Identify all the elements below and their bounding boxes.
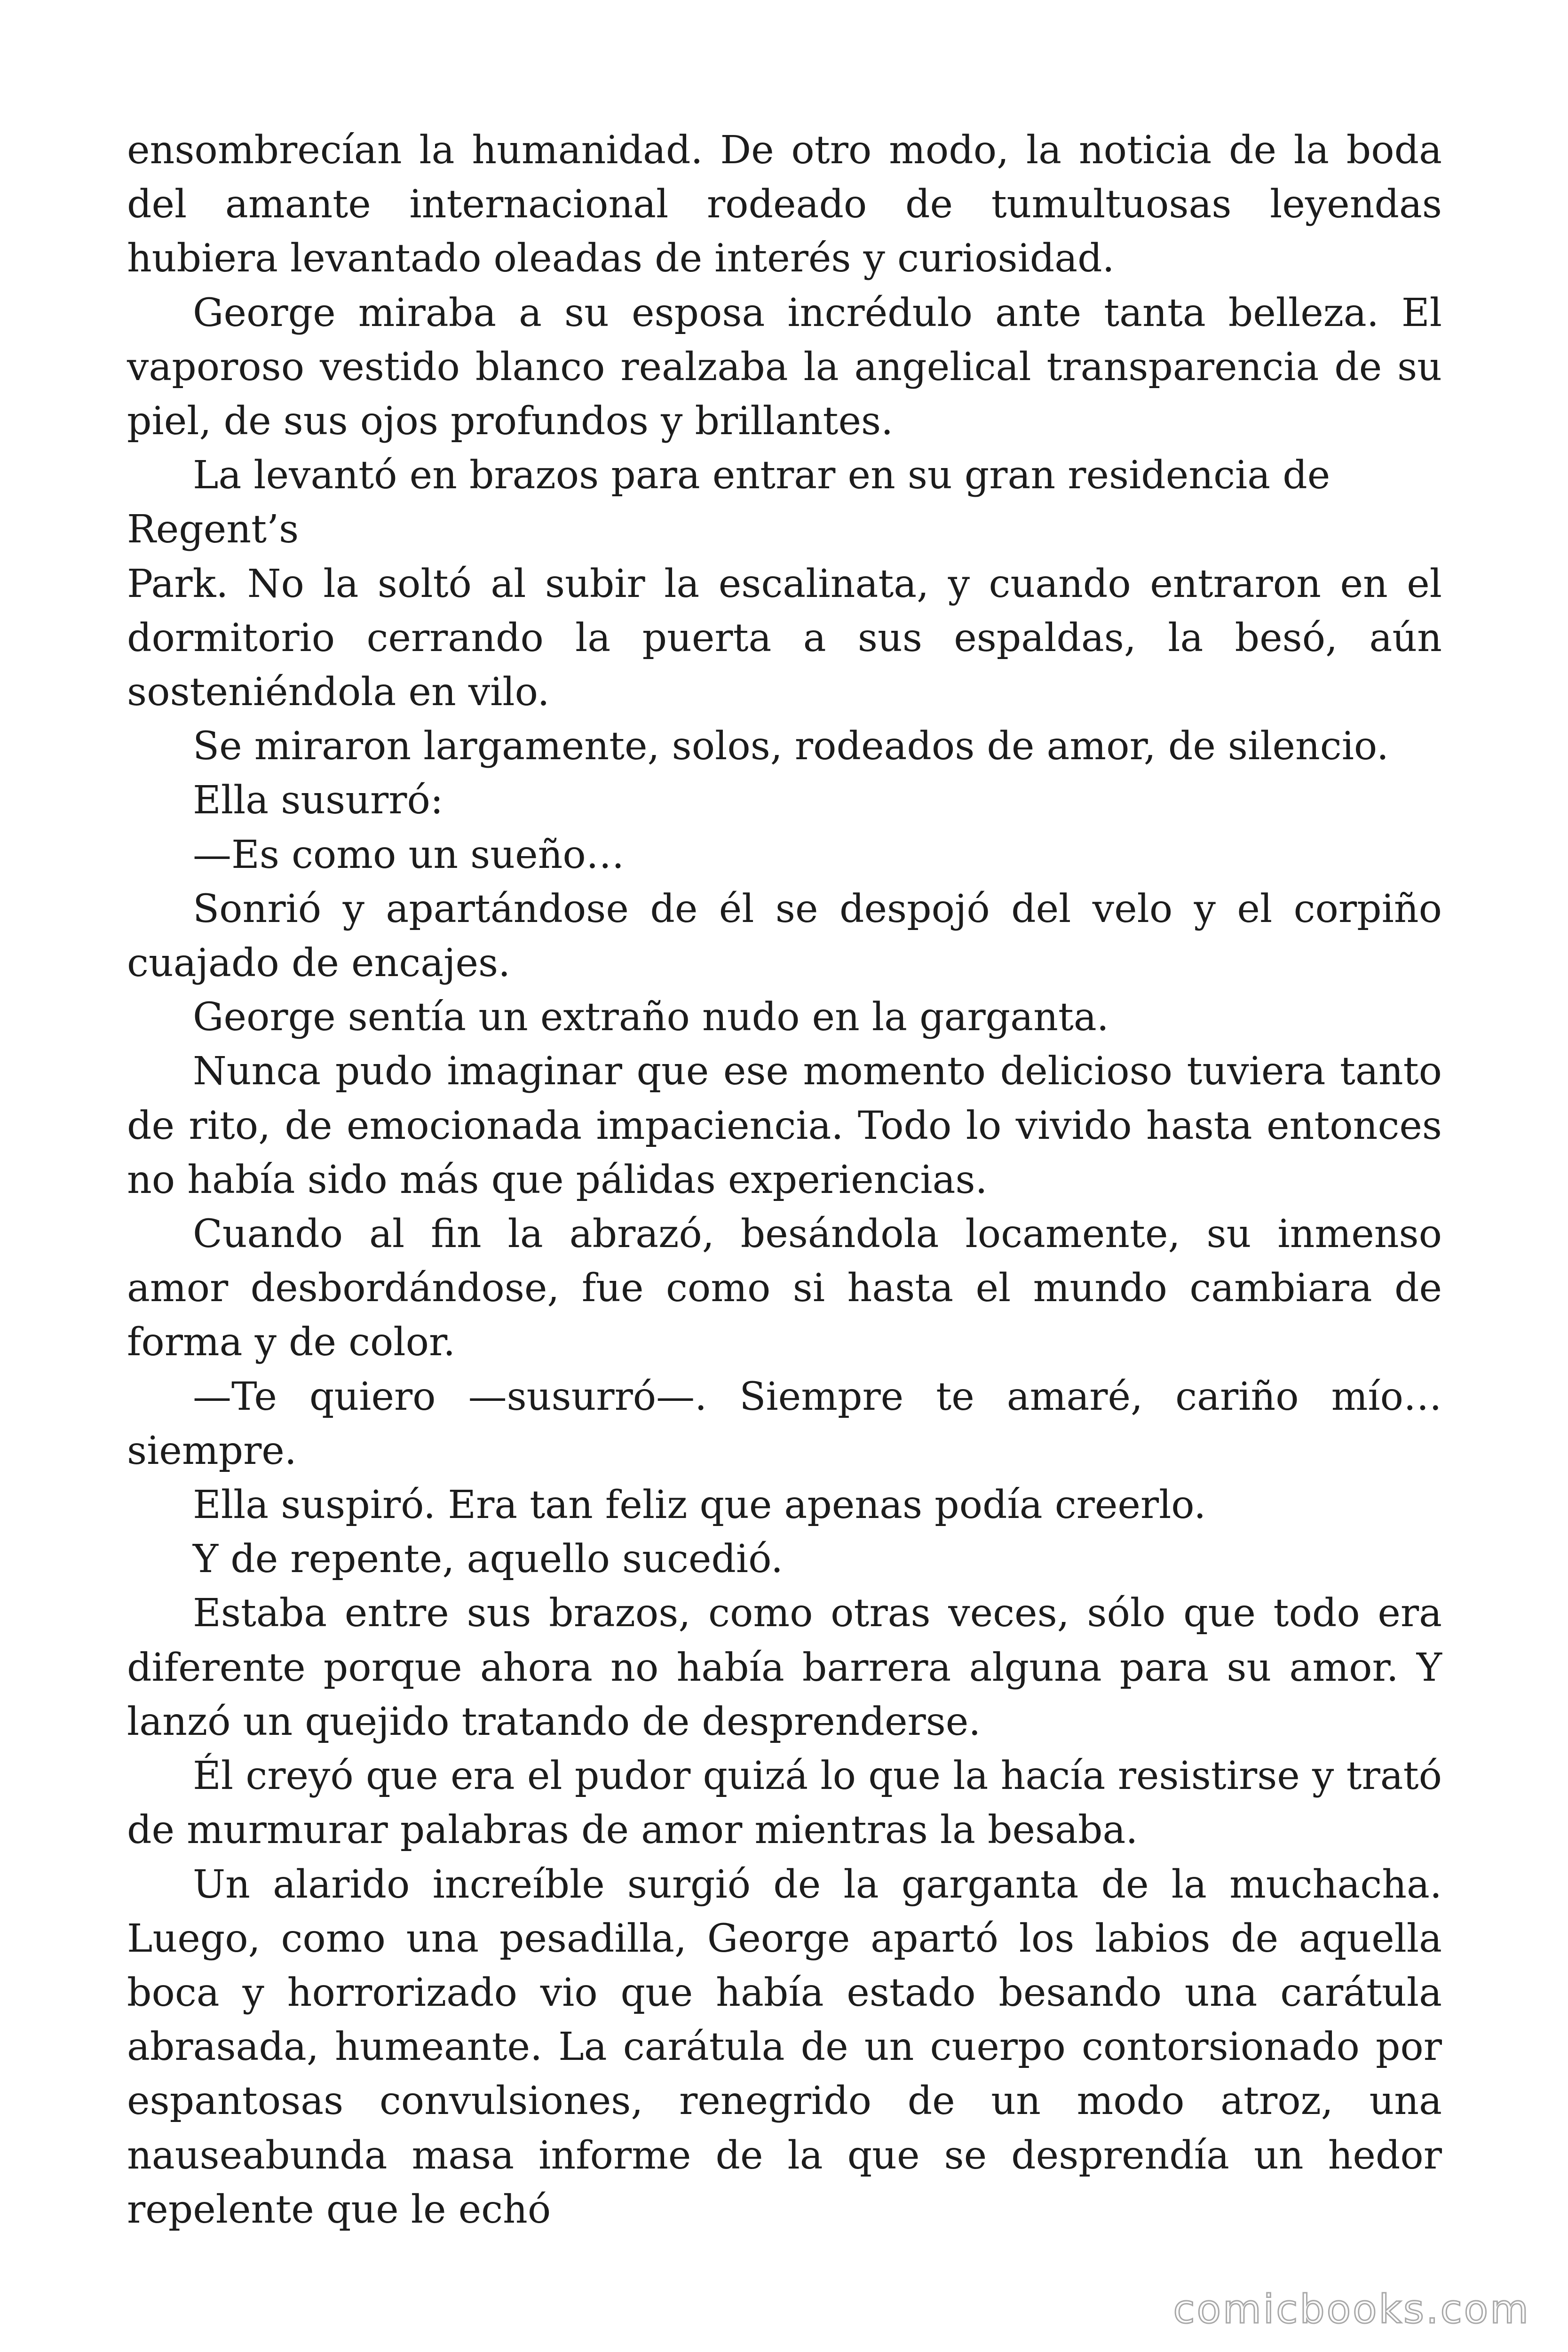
- paragraph: Un alarido increíble surgió de la garganta de la muchacha. Luego, como una pesadilla, George apartó los labios de aquella boca y horrorizado vio que había estado besando una carátula abrasada, humeante. La carátula de un cuerpo contorsionado por espantosas convulsiones, renegrido de un modo atroz, una nauseabunda masa informe de la que se desprendía un hedor repelente que le echó: [127, 1862, 1442, 2232]
- paragraph: Nunca pudo imaginar que ese momento delicioso tuviera tanto de rito, de emocionada impaciencia. Todo lo vivido hasta entonces no había sido más que pálidas experiencias.: [127, 1049, 1442, 1202]
- paragraph: Y de repente, aquello sucedió.: [193, 1537, 784, 1582]
- paragraph: La levantó en brazos para entrar en su gran residencia de: [193, 453, 1330, 498]
- paragraph: ensombrecían la humanidad. De otro modo, la noticia de la boda del amante internacional rodeado de tumultuosas leyendas hubiera levantado oleadas de interés y curiosidad.: [127, 128, 1442, 281]
- paragraph: —Te quiero —susurró—. Siempre te amaré, cariño mío… siempre.: [127, 1374, 1442, 1473]
- book-page-text: [127, 123, 1442, 2237]
- paragraph: Él creyó que era el pudor quizá lo que la hacía resistirse y trató de murmurar palabras de amor mientras la besaba.: [127, 1754, 1442, 1853]
- paragraph: Ella suspiró. Era tan feliz que apenas podía creerlo.: [193, 1483, 1206, 1528]
- watermark: comicbooks.com: [1173, 2286, 1530, 2332]
- paragraph: Ella susurró:: [193, 778, 443, 823]
- paragraph: Estaba entre sus brazos, como otras veces, sólo que todo era diferente porque ahora no había barrera alguna para su amor. Y lanzó un quejido tratando de desprenderse.: [127, 1591, 1442, 1744]
- paragraph: George sentía un extraño nudo en la garganta.: [193, 995, 1109, 1040]
- paragraph: Regent’s: [127, 507, 299, 552]
- paragraph: Park. No la soltó al subir la escalinata, y cuando entraron en el dormitorio cerrando la puerta a sus espaldas, la besó, aún sosteniéndola en vilo.: [127, 561, 1442, 715]
- paragraph: Cuando al fin la abrazó, besándola locamente, su inmenso amor desbordándose, fue como si hasta el mundo cambiara de forma y de color.: [127, 1212, 1442, 1365]
- paragraph: Se miraron largamente, solos, rodeados de amor, de silencio.: [193, 724, 1389, 769]
- paragraph: George miraba a su esposa incrédulo ante tanta belleza. El vaporoso vestido blanco realzaba la angelical transparencia de su piel, de sus ojos profundos y brillantes.: [127, 290, 1442, 444]
- paragraph: Sonrió y apartándose de él se despojó del velo y el corpiño cuajado de encajes.: [127, 886, 1442, 986]
- paragraph: —Es como un sueño…: [193, 832, 625, 877]
